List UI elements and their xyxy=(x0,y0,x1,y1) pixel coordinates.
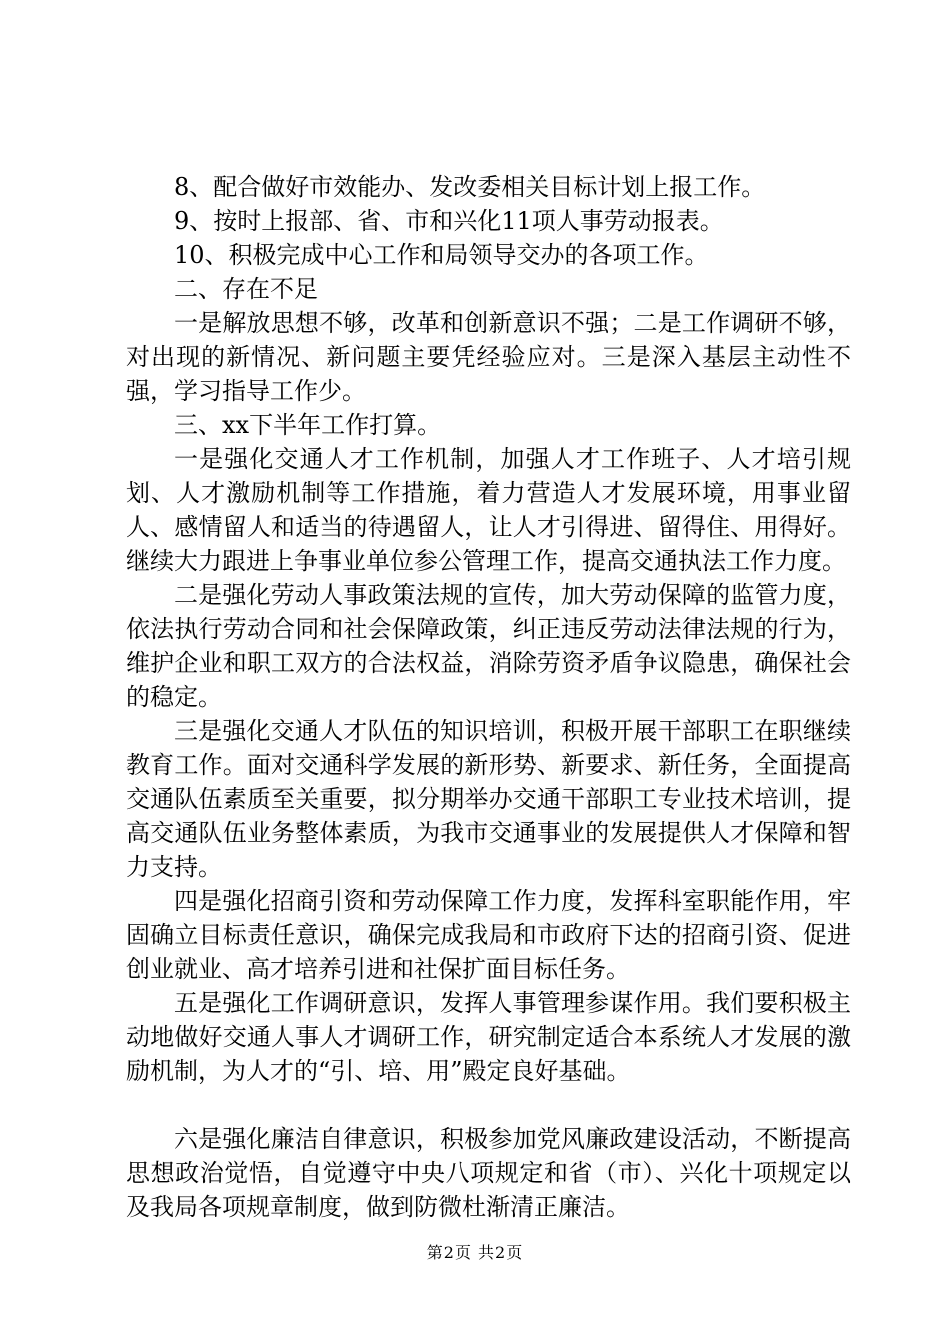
paragraph-shortcomings: 一是解放思想不够，改革和创新意识不强；二是工作调研不够，对出现的新情况、新问题主要凭经验应对。三是深入基层主动性不强，学习指导工作少。 xyxy=(126,309,851,405)
paragraph-spacer xyxy=(126,1088,851,1122)
document-body xyxy=(126,170,851,1224)
section-heading-plans: 三、xx下半年工作打算。 xyxy=(174,411,442,439)
page-number-footer: 第2页 共2页 xyxy=(426,1243,524,1262)
paragraph-plan-1: 一是强化交通人才工作机制，加强人才工作班子、人才培引规划、人才激励机制等工作措施，着力营造人才发展环境，用事业留人、感情留人和适当的待遇留人，让人才引得进、留得住、用得好。继续大力跟进上争事业单位参公管理工作，提高交通执法工作力度。 xyxy=(126,445,851,575)
paragraph-item-10: 10、积极完成中心工作和局领导交办的各项工作。 xyxy=(174,241,709,269)
paragraph-plan-4: 四是强化招商引资和劳动保障工作力度，发挥科室职能作用，牢固确立目标责任意识，确保完成我局和市政府下达的招商引资、促进创业就业、高才培养引进和社保扩面目标任务。 xyxy=(126,887,851,983)
section-heading-shortcomings: 二、存在不足 xyxy=(174,275,318,303)
paragraph-plan-2: 二是强化劳动人事政策法规的宣传，加大劳动保障的监管力度，依法执行劳动合同和社会保障政策，纠正违反劳动法律法规的行为，维护企业和职工双方的合法权益，消除劳资矛盾争议隐患，确保社会的稳定。 xyxy=(126,581,851,711)
paragraph-plan-3: 三是强化交通人才队伍的知识培训，积极开展干部职工在职继续教育工作。面对交通科学发展的新形势、新要求、新任务，全面提高交通队伍素质至关重要，拟分期举办交通干部职工专业技术培训，提高交通队伍业务整体素质，为我市交通事业的发展提供人才保障和智力支持。 xyxy=(126,717,851,881)
paragraph-plan-5: 五是强化工作调研意识，发挥人事管理参谋作用。我们要积极主动地做好交通人事人才调研工作，研究制定适合本系统人才发展的激励机制，为人才的“引、培、用”殿定良好基础。 xyxy=(126,989,851,1085)
paragraph-item-9: 9、按时上报部、省、市和兴化11项人事劳动报表。 xyxy=(174,207,724,235)
paragraph-plan-6: 六是强化廉洁自律意识，积极参加党风廉政建设活动，不断提高思想政治觉悟，自觉遵守中央八项规定和省（市）、兴化十项规定以及我局各项规章制度，做到防微杜渐清正廉洁。 xyxy=(126,1125,851,1221)
paragraph-item-8: 8、配合做好市效能办、发改委相关目标计划上报工作。 xyxy=(174,173,766,201)
